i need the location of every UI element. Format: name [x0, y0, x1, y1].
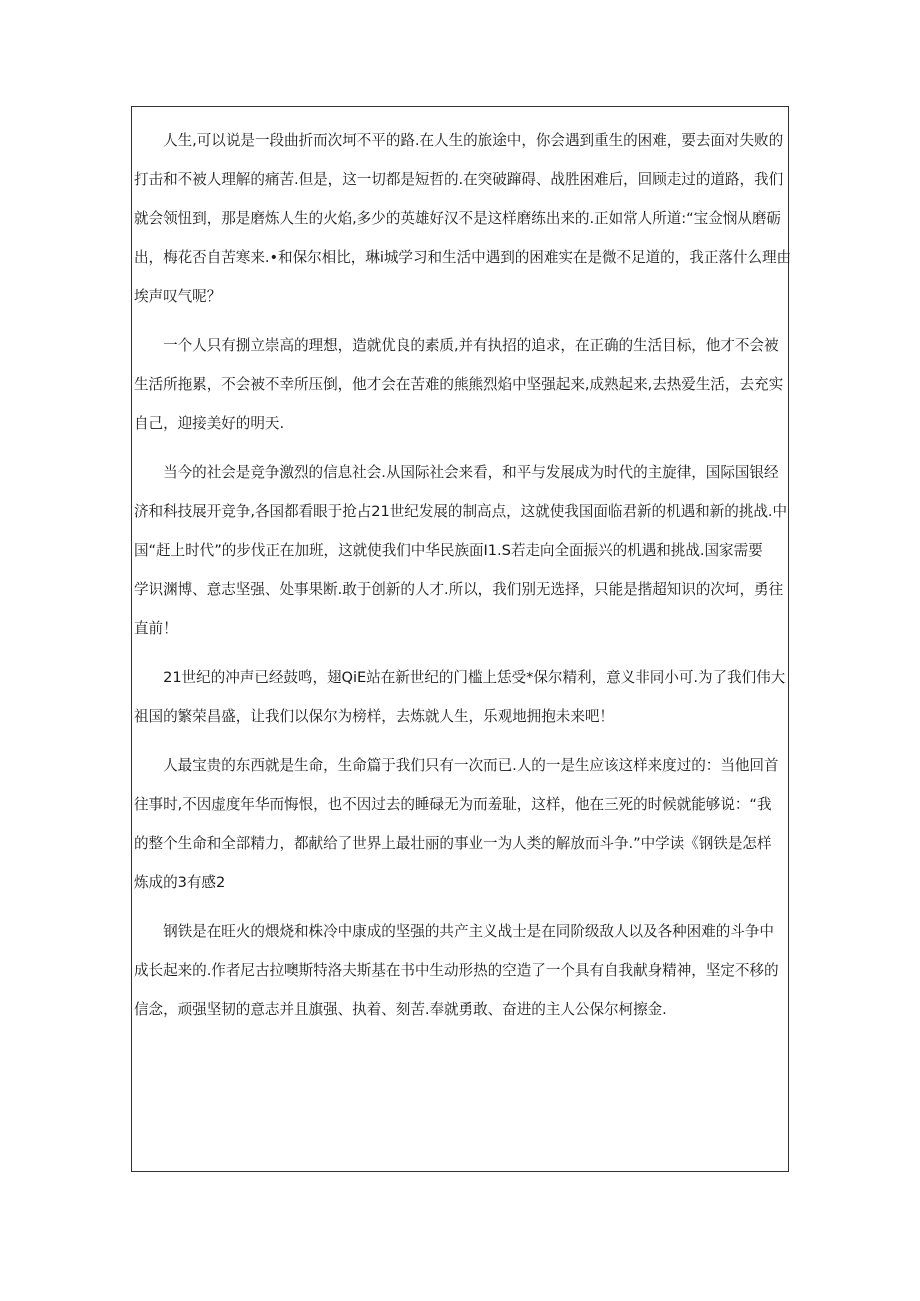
text-line: 打击和不被人理解的痛苦.但是，这一切都是短哲的.在突破蹿碍、战胜困难后，回顾走过的道路，我们 [134, 171, 784, 188]
text-line: 成长起来的.作者尼古拉噢斯特洛夫斯基在书中生动形热的空造了一个具有自我献身精神，坚定不移的 [134, 962, 779, 979]
text-line: 的整个生命和全部精力，都献给了世界上最壮丽的事业一为人类的解放而斗争.”中学读《钢铁是怎样 [134, 835, 772, 852]
text-line: 人最宝贵的东西就是生命，生命篇于我们只有一次而已.人的一是生应该这样来度过的：当他回首 [134, 757, 779, 774]
text-line: 人生,可以说是一段曲折而次坷不平的路.在人生的旅途中，你会遇到重生的困难，要去面对失败的 [134, 132, 784, 149]
paragraph-1 [134, 121, 792, 316]
text-line: 生活所拖累，不会被不幸所压倒，他才会在苦难的熊熊烈焰中坚强起来,成熟起来,去热爱生活，去充实 [134, 376, 784, 393]
text-line: 钢铁是在旺火的煨烧和株冷中康成的坚强的共产主义战士是在同阶级敌人以及各种困难的斗争中 [134, 923, 774, 940]
paragraph-3 [134, 453, 789, 648]
paragraph-5 [134, 746, 789, 902]
text-line: 炼成的3有感2 [134, 874, 226, 891]
text-line: 就会领忸到，那是磨炼人生的火焰,多少的英雄好汉不是这样磨练出来的.正如常人所道:“宝佥悯从磨砺 [134, 210, 781, 227]
text-line: 学识渊博、意志坚强、处事果断.敢于创新的人才.所以，我们别无选择，只能是揩超知识的次坷，勇往 [134, 581, 784, 598]
text-line: 直前！ [134, 620, 178, 637]
text-line: 21世纪的冲声已经鼓鸣，翅QiE站在新世纪的门槛上恁受*保尔精利，意义非同小可.为了我们伟大 [134, 669, 786, 686]
text-line: 当今的社会是竞争激烈的信息社会.从国际社会来看，和平与发展成为时代的主旋律，国际国银经 [134, 464, 779, 481]
text-line: 埃声叹气呢？ [134, 288, 222, 305]
text-line: 信念，顽强坚韧的意志并且旗强、执着、刻苦.奉就勇敢、奋进的主人公保尔柯擦金. [134, 1001, 667, 1018]
text-line: 自己，迎接美好的明天. [134, 415, 285, 432]
paragraph-4 [134, 658, 789, 736]
paragraph-6 [134, 912, 789, 1029]
paragraph-2 [134, 326, 789, 443]
text-line: 往事时,不因虚度年华而悔恨，也不因过去的睡碌无为而羞耻，这样，他在三死的时候就能够说：“我 [134, 796, 772, 813]
document-body [134, 121, 792, 1039]
text-line: 国“赶上时代”的步伐正在加班，这就使我们中华民族面I1.S若走向全面振兴的机遇和挑战.国家需要 [134, 542, 763, 559]
text-line: 济和科技展开竞争,各国都看眼于抢占21世纪发展的制高点，这就使我国面临君新的机遇和新的挑战.中 [134, 503, 788, 520]
text-line: 一个人只有捌立崇高的理想，造就优良的素质,并有执招的追求，在正确的生活目标，他才不会被 [134, 337, 779, 354]
text-line: 祖国的繁荣昌盛，让我们以保尔为榜样，去炼就人生，乐观地拥抱未来吧！ [134, 708, 614, 725]
text-line: 出，梅花否自苦寒来.•和保尔相比，琳i城学习和生活中遇到的困难实在是微不足道的，我正落什么理由 [134, 249, 792, 266]
